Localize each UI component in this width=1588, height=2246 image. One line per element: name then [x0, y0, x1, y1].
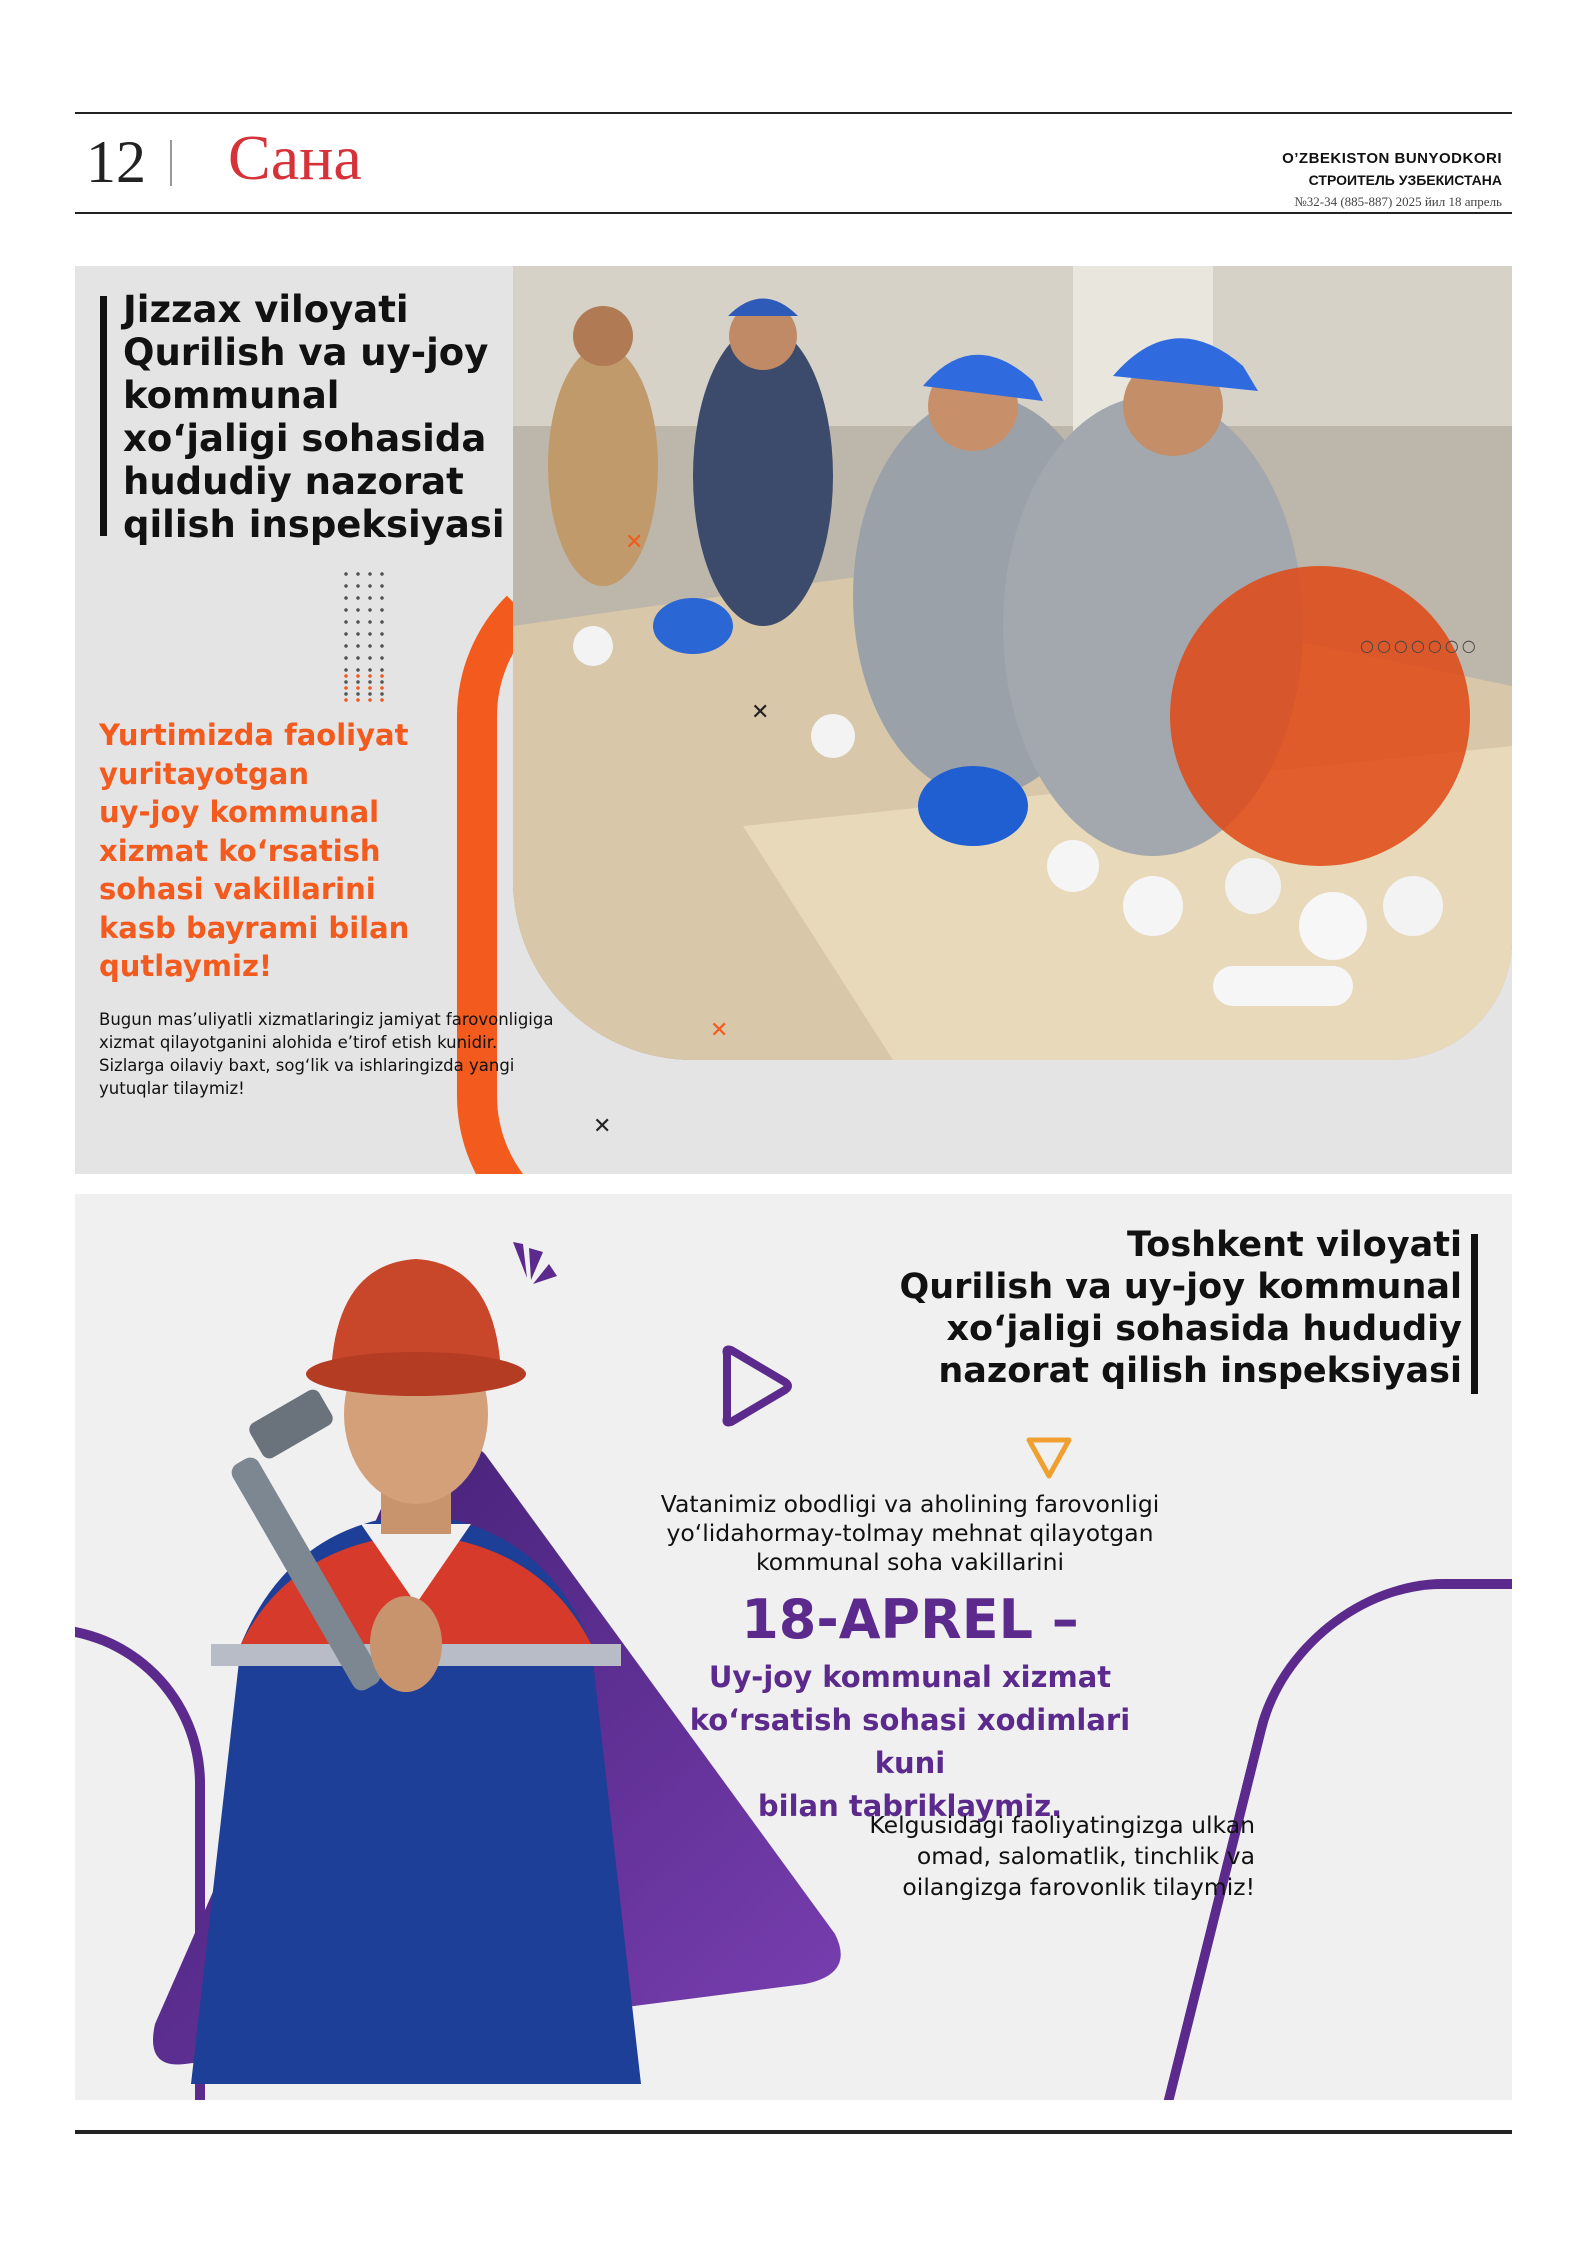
footer-rule — [75, 2130, 1512, 2134]
panel2-title: Toshkent viloyati Qurilish va uy-joy kommunal xo‘jaligi sohasida hududiy nazorat qilish inspeksiyasi — [899, 1225, 1462, 1391]
dot-grid-orange-decoration — [340, 670, 390, 710]
x-mark-icon: ✕ — [593, 1114, 612, 1139]
x-mark-icon: ✕ — [710, 1018, 729, 1043]
small-triangle-icon — [1023, 1430, 1075, 1480]
x-mark-icon: ✕ — [751, 700, 770, 725]
header-separator — [170, 140, 172, 186]
publication-name: O’ZBEKISTON BUNYODKORI — [1282, 150, 1502, 167]
panel2-date: 18-APREL – — [741, 1588, 1079, 1651]
burst-icon — [509, 1238, 559, 1288]
panel1-title: Jizzax viloyati Qurilish va uy-joy kommunal xo‘jaligi sohasida hududiy nazorat qilish inspeksiyasi — [123, 288, 505, 546]
issue-info: №32-34 (885-887) 2025 йил 18 апрель — [1294, 194, 1502, 209]
title-accent-bar — [1471, 1234, 1478, 1394]
toshkent-greeting-panel — [75, 1194, 1512, 2100]
panel1-body: Bugun mas’uliyatli xizmatlaringiz jamiyat farovonligiga xizmat qilayotganini alohida e’tirof etish kunidir. Sizlarga oilaviy baxt, sog‘lik va ishlaringizda yangi yutuqlar tilaymiz! — [99, 1010, 554, 1098]
panel2-headline: Uy-joy kommunal xizmat ko‘rsatish sohasi xodimlari kuni bilan tabriklaymiz. — [689, 1660, 1131, 1823]
panel2-intro: Vatanimiz obodligi va aholining farovonligi yo‘lidahormay-tolmay mehnat qilayotgan kommunal soha vakillarini — [660, 1490, 1160, 1576]
worker-illustration — [171, 1224, 661, 2084]
panel2-wish: Kelgusidagi faoliyatingizga ulkan omad, salomatlik, tinchlik va oilangizga farovonlik tilaymiz! — [869, 1811, 1255, 1901]
publication-name-ru: СТРОИТЕЛЬ УЗБЕКИСТАНА — [1308, 172, 1502, 188]
x-mark-icon: ✕ — [625, 530, 644, 555]
header-top-rule — [75, 112, 1512, 114]
title-accent-bar — [100, 296, 107, 536]
header-bottom-rule — [75, 212, 1512, 214]
section-title: Сана — [228, 122, 362, 193]
ring-dots-decoration: ○○○○○○○ — [1360, 636, 1479, 655]
page-number: 12 — [86, 129, 146, 195]
panel1-greeting: Yurtimizda faoliyat yuritayotgan uy-joy kommunal xizmat ko‘rsatish sohasi vakillarini kasb bayrami bilan qutlaymiz! — [99, 718, 410, 983]
jizzax-greeting-panel — [75, 266, 1512, 1174]
orange-circle-decoration — [1170, 566, 1470, 866]
